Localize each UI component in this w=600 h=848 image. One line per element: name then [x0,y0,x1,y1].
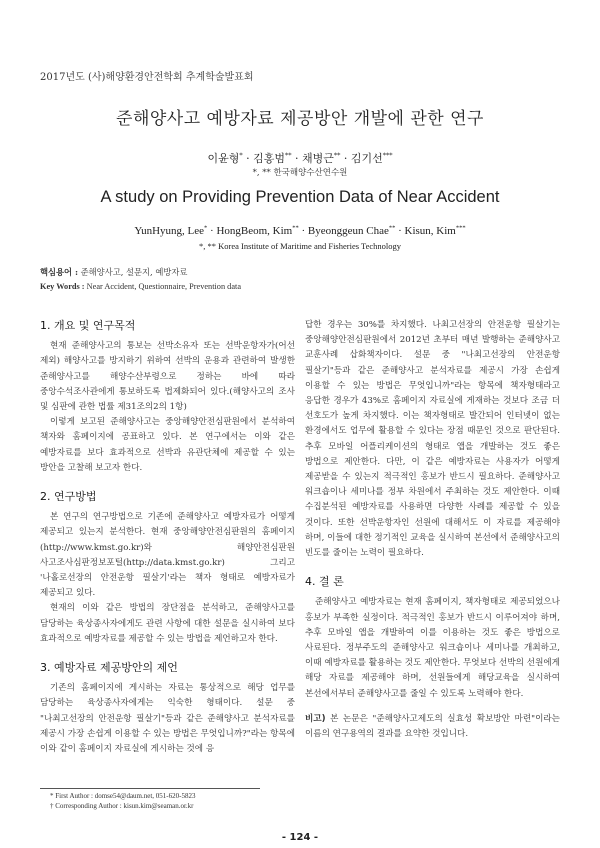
author-mark: ** [292,224,299,232]
page-number: - 124 - [281,832,319,843]
author-name: YunHyung, Lee [134,225,205,237]
paragraph: 이렇게 보고된 준해양사고는 중앙해양안전심판원에서 분석하여 책자와 홈페이지에 공표하고 있다. 본 연구에서는 이와 같은 예방자료를 보다 효과적으로 선박과 유관단체에 제공할 수 있는 방안을 고찰해 보고자 한다. [40,417,295,473]
author-mark: *** [455,224,466,232]
author-separator: · [242,152,254,165]
author-name: HongBeom, Kim [216,225,293,237]
keywords-text: Near Accident, Questionnaire, Prevention data [86,282,241,291]
paragraph: 기존의 홈페이지에 게시하는 자료는 통상적으로 해당 업무를 담당하는 육상종사자에게는 익숙한 형태이다. 설문 중 "나최고선장의 안전운항 필살기"등과 같은 준해양사고 분석자료를 제공시 가장 손쉽게 이용할 수 있는 방법은 무엇입니까?"라는 항목에 이와 같이 홈페이지 자료실에 게시하는 것에 응 [40,683,295,755]
conference-header: 2017년도 (사)해양환경안전학회 추계학술발표회 [40,72,254,83]
keywords-text: 준해양사고, 설문지, 예방자료 [80,267,188,277]
paragraph: 본 연구의 연구방법으로 기존에 준해양사고 예방자료가 어떻게 제공되고 있는지 분석한다. 현재 중앙해양안전심판원의 홈페이지(http://www.kmst.go.kr)와 해양안전심판원 사고조사심판정보포털(http://data.kmst.go.kr) 그리고 '나홀로선장의 안전운항 필살기'라는 책자 형태로 예방자료가 제공되고 있다. [40,512,295,599]
author-separator: · [395,225,405,237]
paragraph: 현재의 이와 같은 방법의 장단점을 분석하고, 준해양사고를 담당하는 육상종사자에게도 관련 사항에 대한 설문을 실시하여 보다 효과적으로 예방자료를 제공할 수 있는 방법을 제언하고자 한다. [40,603,295,644]
author-name: 채병근 [302,152,334,165]
paragraph: 준해양사고 예방자료는 현재 홈페이지, 책자형태로 제공되었으나 홍보가 부족한 실정이다. 적극적인 홍보가 반드시 이루어져야 하며, 추후 모바일 앱을 개발하여 이를 이용하는 것도 좋은 방법으로 사료된다. 정부주도의 준해양사고 워크숍이나 세미나를 개최하고, 이때 예방자료를 활용하는 것도 제안한다. 무엇보다 선박의 선원에게 해당 자료를 제공해야 하며, 선원들에게 해당교육을 실시하여 본선에서부터 준해양사고를 줄일 수 있도록 노력해야 한다. [305,597,560,699]
author-separator: · [291,152,302,165]
author-separator: · [207,225,217,237]
section-heading: 4. 결 론 [305,575,344,589]
author-separator: · [340,152,351,165]
author-mark: * [239,151,243,160]
author-name: Kisun, Kim [404,225,456,237]
keywords-label: Key Words : [40,282,85,291]
author-mark: ** [285,151,292,160]
affiliation-english: *, ** Korea Institute of Maritime and Fisheries Technology [198,241,402,251]
author-name: 김기선 [350,152,383,165]
left-column [40,312,295,757]
author-name: 김홍범 [253,152,285,165]
title-english: A study on Providing Prevention Data of Near Accident [100,188,500,206]
acknowledgment-label: 비고) [305,713,326,724]
authors-english [0,225,600,237]
acknowledgment [305,712,560,742]
author-name: 이윤형 [207,152,240,165]
author-mark: ** [388,224,396,232]
footnote-corresponding-author: † Corresponding Author : kisun.kim@seaman.or.kr [50,802,194,810]
keywords-korean [40,266,187,278]
author-name: Byeonggeun Chae [307,225,389,237]
authors-korean [0,150,600,166]
author-mark: * [204,224,208,232]
keywords-english [40,282,241,291]
title-korean: 준해양사고 예방자료 제공방안 개발에 관한 연구 [116,109,484,129]
footnote-divider [40,788,260,789]
keywords-label: 핵심용어 : [40,267,79,277]
author-mark: ** [333,151,341,160]
author-separator: · [298,225,308,237]
footnote-first-author: * First Author : domse54@daum.net, 051-620-5823 [50,792,196,800]
paragraph: 현재 준해양사고의 통보는 선박소유자 또는 선박운항자가(어선 제외) 해양사고를 방지하기 위하여 선박의 운용과 관련하여 발생한 준해양사고를 해양수산부령으로 정하는 바에 따라 중앙수석조사관에게 통보하도록 법제화되어 있다.(해양사고의 조사 및 심판에 관한 법률 제31조의2의 1항) [40,341,295,413]
section-heading: 3. 예방자료 제공방안의 제언 [40,661,178,675]
right-column [305,318,560,742]
section-heading: 2. 연구방법 [40,490,97,504]
section-heading: 1. 개요 및 연구목적 [40,319,136,332]
affiliation-korean: *, ** 한국해양수산연수원 [252,168,348,178]
acknowledgment-text: 본 논문은 "준해양사고제도의 실효성 확보방안 마련"이라는 이름의 연구용역의 결과를 요약한 것입니다. [305,713,560,740]
author-mark: *** [382,151,393,160]
paragraph-continued: 답한 경우는 30%를 차지했다. 나최고선장의 안전운항 필살기는 중앙해양안전심판원에서 2012년 초부터 매년 발행하는 준해양사고 교훈사례 삽화책자이다. 설문 중 "나최고선장의 안전운항 필살기"등과 같은 준해양사고 분석자료를 제공시 가장 손쉽게 이용할 수 있는 방법은 무엇입니까"라는 항목에 책자형태라고 응답한 경우가 43%로 홈페이지 자료실에 게재하는 것보다 조금 더 선호도가 높게 차지했다. 이는 책자형태로 발간되어 인터넷이 없는 환경에서도 업무에 활용할 수 있다는 장점 때문인 것으로 판단된다. 추후 모바일 어플리케이션의 형태로 앱을 개발하는 것도 좋은 방법으로 제안한다. 다만, 이 같은 예방자료는 사용자가 어떻게 제공받을 수 있는지 적극적인 홍보가 반드시 필요하다. 준해양사고 워크숍이나 세미나를 정부 차원에서 주최하는 것도 제안한다. 이때 수집분석된 예방자료를 사용하면 다양한 사례를 제공할 수 있을 것이다. 또한 선박운항자인 선원에 대해서도 이 자료를 제공해야 하며, 이들에 대한 정기적인 교육을 실시하여 본선에서 준해양사고의 빈도를 줄이는 노력이 필요하다. [305,320,560,559]
